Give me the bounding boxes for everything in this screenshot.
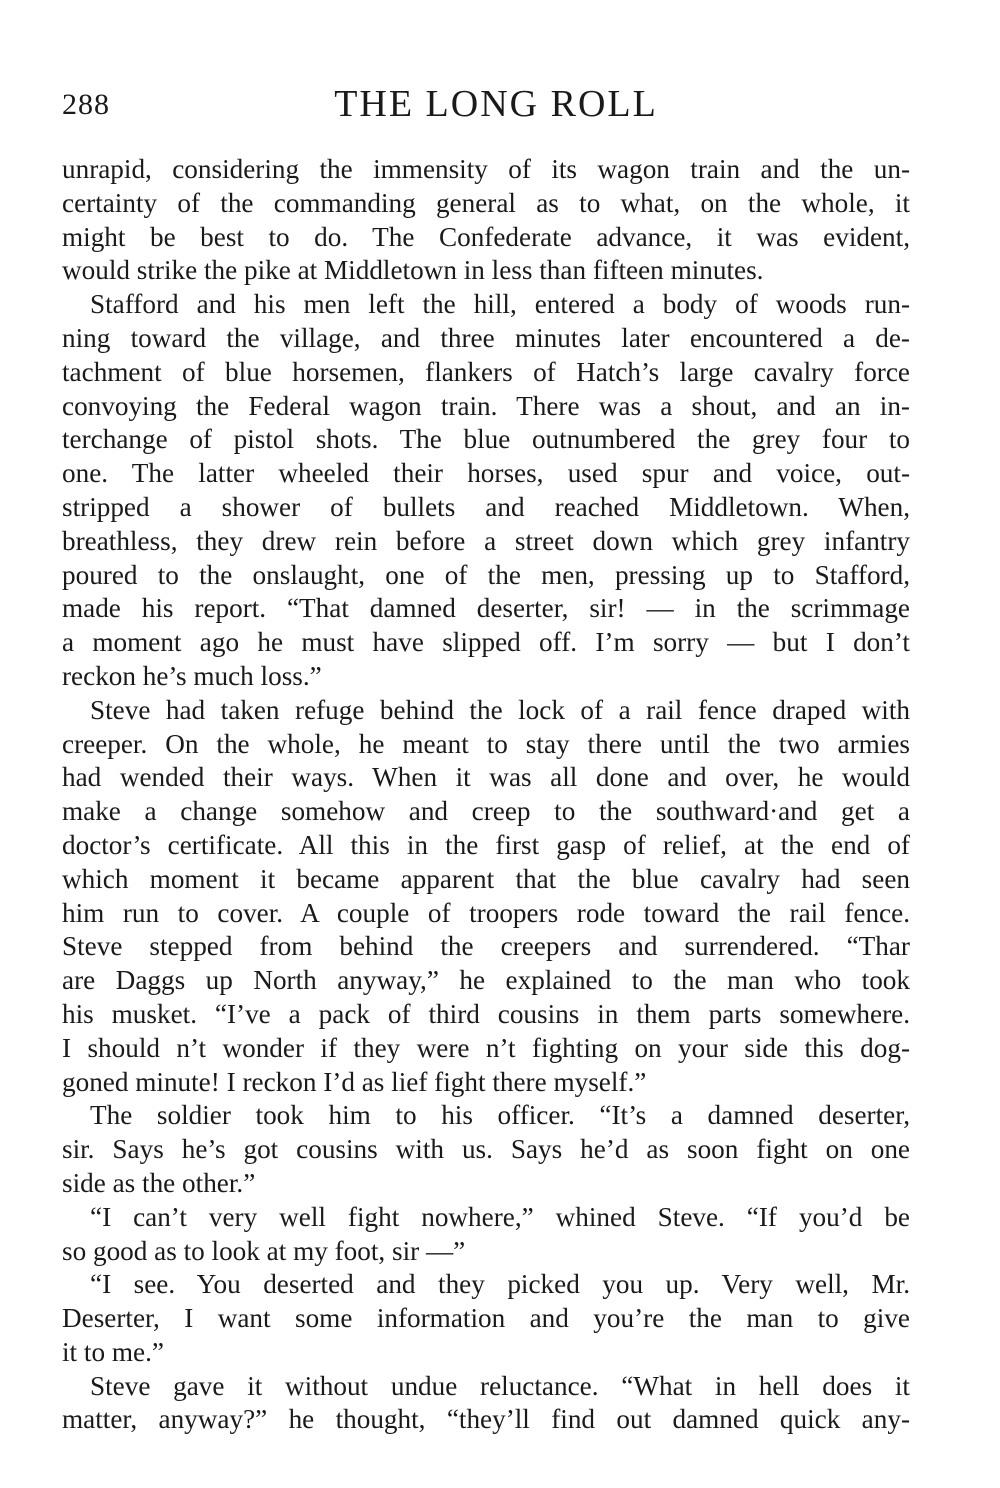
text-line: which moment it became apparent that the blue cavalry had seen xyxy=(62,863,910,894)
text-line: matter, anyway?” he thought, “they’ll find out damned quick any- xyxy=(62,1404,910,1435)
page-header xyxy=(62,82,910,134)
text-line: made his report. “That damned deserter, sir! — in the scrimmage xyxy=(62,593,910,624)
text-line: I should n’t wonder if they were n’t fighting on your side this dog- xyxy=(62,1032,910,1063)
text-line: make a change somehow and creep to the southward·and get a xyxy=(62,796,910,827)
text-line: breathless, they drew rein before a street down which grey infantry xyxy=(62,525,910,556)
text-line: convoying the Federal wagon train. There was a shout, and an in- xyxy=(62,390,910,421)
text-line: might be best to do. The Confederate advance, it was evident, xyxy=(62,221,910,252)
text-line: “I see. You deserted and they picked you up. Very well, Mr. xyxy=(90,1269,910,1300)
text-line: certainty of the commanding general as to what, on the whole, it xyxy=(62,187,910,218)
text-line: one. The latter wheeled their horses, used spur and voice, out- xyxy=(62,458,910,489)
text-line: Steve stepped from behind the creepers and surrendered. “Thar xyxy=(62,931,910,962)
text-line: him run to cover. A couple of troopers rode toward the rail fence. xyxy=(62,897,910,928)
text-line: “I can’t very well fight nowhere,” whined Steve. “If you’d be xyxy=(90,1201,910,1232)
text-line: terchange of pistol shots. The blue outnumbered the grey four to xyxy=(62,424,910,455)
text-line: tachment of blue horsemen, flankers of Hatch’s large cavalry force xyxy=(62,356,910,387)
text-line: sir. Says he’s got cousins with us. Says he’d as soon fight on one xyxy=(62,1134,910,1165)
text-line: it to me.” xyxy=(62,1336,164,1367)
text-line: reckon he’s much loss.” xyxy=(62,660,322,691)
text-line: Stafford and his men left the hill, entered a body of woods run- xyxy=(90,289,910,320)
text-line: Steve gave it without undue reluctance. “What in hell does it xyxy=(90,1370,910,1401)
text-line: a moment ago he must have slipped off. I’m sorry — but I don’t xyxy=(62,627,910,658)
running-title: THE LONG ROLL xyxy=(334,83,658,125)
text-line: creeper. On the whole, he meant to stay there until the two armies xyxy=(62,728,910,759)
text-line: poured to the onslaught, one of the men, pressing up to Stafford, xyxy=(62,559,910,590)
text-line: are Daggs up North anyway,” he explained to the man who took xyxy=(62,965,910,996)
text-line: had wended their ways. When it was all done and over, he would xyxy=(62,762,910,793)
text-line: stripped a shower of bullets and reached Middletown. When, xyxy=(62,491,910,522)
text-line: so good as to look at my foot, sir —” xyxy=(62,1235,466,1266)
text-line: his musket. “I’ve a pack of third cousins in them parts somewhere. xyxy=(62,998,910,1029)
text-line: goned minute! I reckon I’d as lief fight there myself.” xyxy=(62,1066,647,1097)
page-number: 288 xyxy=(62,88,110,121)
text-line: unrapid, considering the immensity of its wagon train and the un- xyxy=(62,154,910,184)
text-line: The soldier took him to his officer. “It’s a damned deserter, xyxy=(90,1100,910,1131)
text-line: doctor’s certificate. All this in the first gasp of relief, at the end of xyxy=(62,829,910,860)
text-line: Steve had taken refuge behind the lock of a rail fence draped with xyxy=(90,694,910,725)
body-text xyxy=(62,153,910,1437)
text-line: ning toward the village, and three minutes later encountered a de- xyxy=(62,322,910,353)
text-line: side as the other.” xyxy=(62,1167,256,1198)
text-line: Deserter, I want some information and you’re the man to give xyxy=(62,1303,910,1334)
text-line: would strike the pike at Middletown in less than fifteen minutes. xyxy=(62,255,764,286)
